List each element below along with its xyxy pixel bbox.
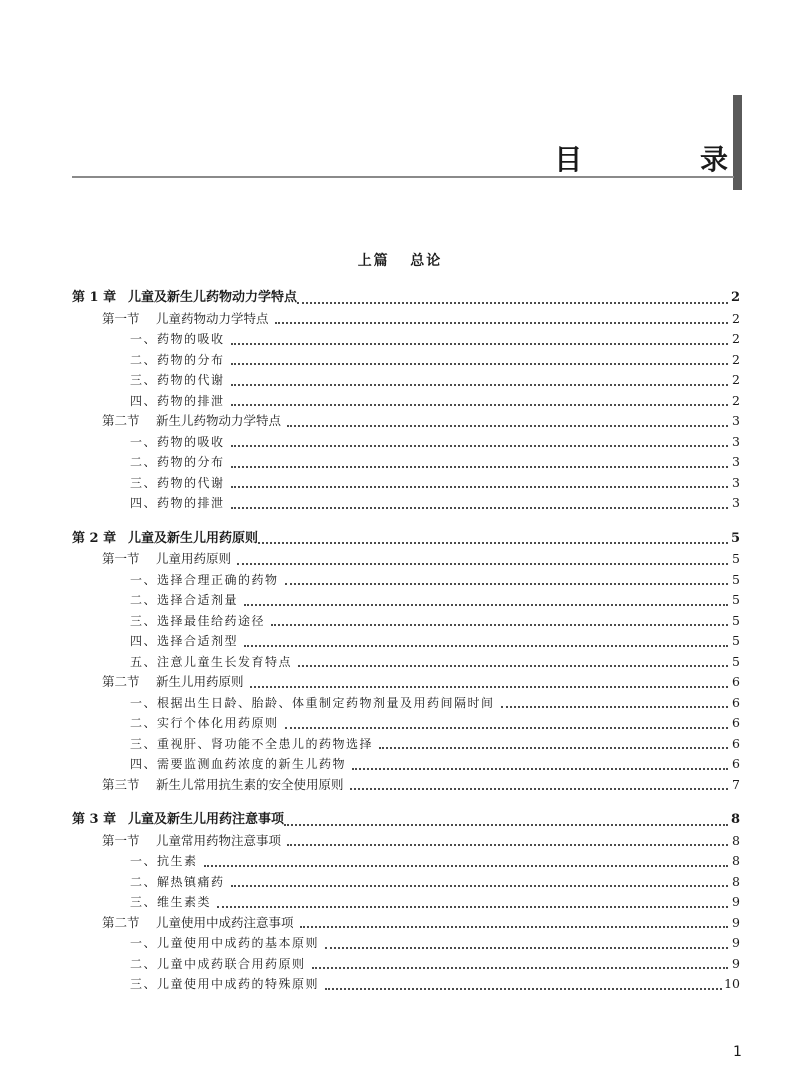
- toc-item[interactable]: [72, 473, 740, 494]
- toc-item-page: 9: [732, 935, 740, 950]
- toc-item[interactable]: [72, 693, 740, 714]
- toc-section-number: 第一节: [102, 310, 140, 326]
- dot-leader: [325, 988, 722, 990]
- toc-chapter-title: 儿童及新生儿用药原则: [128, 530, 259, 546]
- toc-item-page: 5: [732, 653, 740, 669]
- dot-leader: [325, 947, 728, 949]
- toc-chapter-number: 第 2 章: [72, 530, 117, 546]
- dot-leader: [287, 425, 728, 427]
- toc-item-page: 9: [732, 894, 740, 909]
- toc-item[interactable]: [72, 754, 740, 775]
- toc-item[interactable]: [72, 350, 740, 371]
- toc-section-number: 第一节: [102, 832, 140, 848]
- toc-chapter-number: 第 1 章: [72, 290, 117, 305]
- toc-section[interactable]: [72, 913, 740, 934]
- toc-item-page: 2: [732, 351, 740, 367]
- toc-item-title: 四、选择合适剂型: [130, 634, 239, 648]
- toc-item[interactable]: [72, 872, 740, 893]
- toc-chapter[interactable]: [72, 529, 740, 550]
- title-rule: [72, 176, 734, 178]
- toc-item[interactable]: [72, 652, 740, 673]
- toc-item-page: 2: [732, 372, 740, 387]
- toc-item[interactable]: [72, 391, 740, 412]
- toc-item-title: 三、药物的代谢: [130, 475, 225, 490]
- toc-item-page: 3: [732, 433, 740, 449]
- toc-item-title: 三、儿童使用中成药的特殊原则: [130, 977, 320, 991]
- toc-section-page: 6: [732, 674, 740, 689]
- toc-item-title: 一、药物的吸收: [130, 332, 225, 346]
- toc-section-title: 儿童使用中成药注意事项: [156, 914, 294, 930]
- toc-section-title: 新生儿常用抗生素的安全使用原则: [156, 776, 344, 792]
- toc-section[interactable]: [72, 411, 740, 432]
- dot-leader: [271, 624, 728, 626]
- dot-leader: [350, 788, 728, 790]
- dot-leader: [231, 466, 728, 468]
- toc-section[interactable]: [72, 831, 740, 852]
- toc-item-title: 三、维生素类: [130, 895, 212, 909]
- toc-item[interactable]: [72, 631, 740, 652]
- toc-item[interactable]: [72, 611, 740, 632]
- dot-leader: [312, 967, 728, 969]
- toc-item-title: 一、药物的吸收: [130, 434, 225, 449]
- toc-item[interactable]: [72, 452, 740, 473]
- toc-section-page: 2: [732, 310, 740, 326]
- toc-chapter-title: 儿童及新生儿药物动力学特点: [128, 290, 298, 305]
- toc-item[interactable]: [72, 370, 740, 391]
- toc-item-page: 3: [732, 454, 740, 469]
- dot-leader: [231, 384, 728, 386]
- part-title: 上篇 总论: [357, 253, 443, 269]
- toc-item-page: 6: [732, 756, 740, 771]
- toc-item-page: 3: [732, 474, 740, 490]
- dot-leader: [297, 302, 728, 304]
- toc-chapter-title: 儿童及新生儿用药注意事项: [128, 812, 285, 827]
- toc-section-title: 新生儿用药原则: [156, 674, 244, 689]
- dot-leader: [298, 665, 728, 667]
- table-of-contents: [72, 288, 740, 1010]
- toc-item[interactable]: [72, 892, 740, 913]
- toc-item-title: 四、需要监测血药浓度的新生儿药物: [130, 757, 347, 771]
- dot-leader: [379, 747, 728, 749]
- toc-item-title: 三、选择最佳给药途径: [130, 613, 266, 628]
- toc-item-page: 5: [732, 592, 740, 607]
- toc-chapter[interactable]: [72, 810, 740, 831]
- dot-leader: [285, 727, 728, 729]
- dot-leader: [250, 686, 728, 688]
- dot-leader: [237, 563, 728, 565]
- toc-item-page: 2: [732, 392, 740, 408]
- toc-section[interactable]: [72, 309, 740, 330]
- toc-item-title: 三、药物的代谢: [130, 373, 225, 387]
- dot-leader: [231, 486, 728, 488]
- dot-leader: [275, 322, 728, 324]
- toc-section-title: 儿童用药原则: [156, 551, 232, 566]
- dot-leader: [231, 343, 728, 345]
- toc-section-number: 第三节: [102, 776, 140, 792]
- dot-leader: [287, 844, 728, 846]
- dot-leader: [231, 445, 728, 447]
- toc-chapter-number: 第 3 章: [72, 812, 117, 827]
- toc-item-title: 四、药物的排泄: [130, 496, 225, 510]
- toc-item-title: 三、重视肝、肾功能不全患儿的药物选择: [130, 736, 374, 751]
- dot-leader: [285, 583, 728, 585]
- toc-chapter-page: 5: [730, 530, 740, 546]
- toc-item-page: 10: [724, 976, 740, 991]
- toc-item-title: 一、抗生素: [130, 854, 198, 868]
- toc-item-title: 二、药物的分布: [130, 455, 225, 469]
- toc-item[interactable]: [72, 713, 740, 734]
- toc-chapter-block: [72, 288, 740, 514]
- toc-item-title: 二、儿童中成药联合用药原则: [130, 956, 306, 971]
- toc-item-page: 5: [732, 571, 740, 587]
- dot-leader: [284, 824, 728, 826]
- toc-section-number: 第一节: [102, 551, 140, 566]
- toc-item[interactable]: [72, 851, 740, 872]
- toc-item-page: 6: [732, 735, 740, 751]
- toc-section[interactable]: [72, 549, 740, 570]
- dot-leader: [244, 604, 728, 606]
- page-number: 1: [733, 1044, 742, 1060]
- toc-item-title: 四、药物的排泄: [130, 393, 225, 408]
- toc-item-page: 5: [732, 633, 740, 648]
- dot-leader: [501, 706, 728, 708]
- toc-item-title: 二、解热镇痛药: [130, 874, 225, 889]
- toc-item-title: 二、药物的分布: [130, 352, 225, 367]
- page-title: 目 录: [554, 143, 782, 176]
- toc-item-title: 一、根据出生日龄、胎龄、体重制定药物剂量及用药间隔时间: [130, 695, 495, 710]
- toc-item[interactable]: [72, 933, 740, 954]
- toc-item[interactable]: [72, 570, 740, 591]
- toc-item-page: 2: [732, 331, 740, 346]
- toc-section-page: 9: [732, 914, 740, 930]
- toc-item[interactable]: [72, 493, 740, 514]
- toc-item-page: 3: [732, 495, 740, 510]
- toc-item-page: 9: [732, 955, 740, 971]
- toc-item-title: 五、注意儿童生长发育特点: [130, 654, 293, 669]
- toc-item[interactable]: [72, 329, 740, 350]
- toc-item[interactable]: [72, 432, 740, 453]
- toc-item-page: 5: [732, 612, 740, 628]
- dot-leader: [352, 768, 728, 770]
- dot-leader: [231, 404, 728, 406]
- toc-item-page: 6: [732, 694, 740, 710]
- toc-section[interactable]: [72, 775, 740, 796]
- dot-leader: [217, 906, 728, 908]
- dot-leader: [258, 542, 728, 544]
- toc-chapter-block: [72, 529, 740, 796]
- toc-item-title: 二、选择合适剂量: [130, 593, 239, 607]
- toc-chapter-page: 2: [730, 290, 740, 305]
- toc-item[interactable]: [72, 734, 740, 755]
- toc-item[interactable]: [72, 974, 740, 995]
- toc-item-page: 8: [732, 853, 740, 868]
- toc-section-title: 儿童常用药物注意事项: [156, 832, 282, 848]
- dot-leader: [231, 363, 728, 365]
- toc-section-page: 5: [732, 551, 740, 566]
- toc-item-page: 6: [732, 715, 740, 730]
- toc-chapter[interactable]: [72, 288, 740, 309]
- toc-section-title: 儿童药物动力学特点: [156, 310, 269, 326]
- dot-leader: [300, 926, 728, 928]
- toc-section[interactable]: [72, 672, 740, 693]
- toc-item-title: 二、实行个体化用药原则: [130, 716, 279, 730]
- toc-section-page: 7: [732, 776, 740, 792]
- toc-item-title: 一、选择合理正确的药物: [130, 572, 279, 587]
- toc-item-page: 8: [732, 873, 740, 889]
- toc-section-number: 第二节: [102, 413, 140, 428]
- dot-leader: [204, 865, 728, 867]
- toc-section-page: 3: [732, 413, 740, 428]
- toc-chapter-block: [72, 810, 740, 995]
- toc-chapter-page: 8: [730, 812, 740, 827]
- toc-section-number: 第二节: [102, 914, 140, 930]
- toc-section-number: 第二节: [102, 674, 140, 689]
- toc-item[interactable]: [72, 590, 740, 611]
- toc-section-page: 8: [732, 832, 740, 848]
- dot-leader: [231, 885, 728, 887]
- dot-leader: [244, 645, 728, 647]
- toc-section-title: 新生儿药物动力学特点: [156, 413, 282, 428]
- dot-leader: [231, 507, 728, 509]
- toc-item[interactable]: [72, 954, 740, 975]
- toc-item-title: 一、儿童使用中成药的基本原则: [130, 936, 320, 950]
